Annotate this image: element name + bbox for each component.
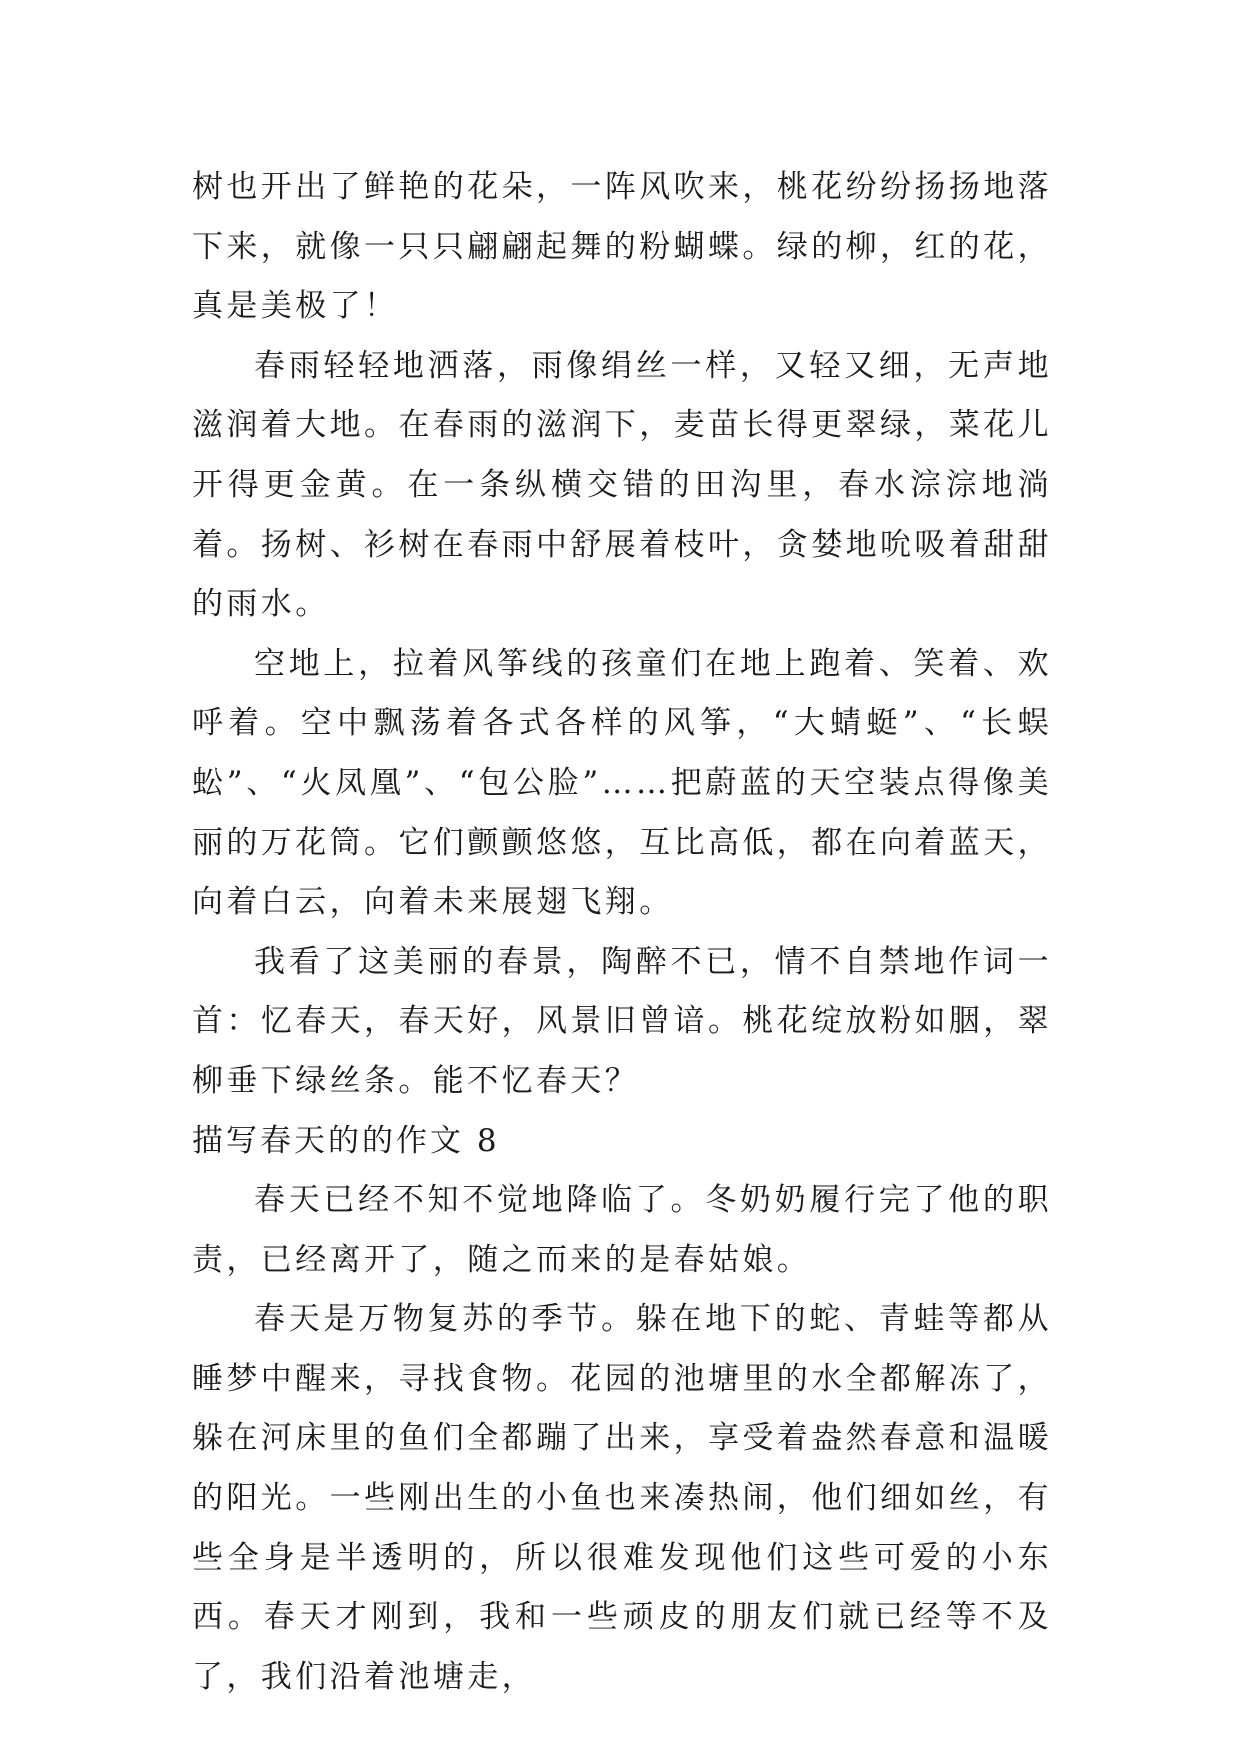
paragraph-revival: 春天是万物复苏的季节。躲在地下的蛇、青蛙等都从睡梦中醒来，寻找食物。花园的池塘里的水全都解冻了，躲在河床里的鱼们全都蹦了出来，享受着盎然春意和温暖的阳光。一些刚出生的小鱼也来凑热闹，他们细如丝，有些全身是半透明的，所以很难发现他们这些可爱的小东西。春天才刚到，我和一些顽皮的朋友们就已经等不及了，我们沿着池塘走，: [192, 1301, 1052, 1695]
paragraph-kites: 空地上，拉着风筝线的孩童们在地上跑着、笑着、欢呼着。空中飘荡着各式各样的风筝，“大蜻蜓”、“长蜈蚣”、“火凤凰”、“包公脸”……把蔚蓝的天空装点得像美丽的万花筒。它们颤颤悠悠，互比高低，都在向着蓝天，向着白云，向着未来展翅飞翔。: [192, 645, 1052, 921]
paragraph-spring-arrives: 春天已经不知不觉地降临了。冬奶奶履行完了他的职责，已经离开了，随之而来的是春姑娘。: [192, 1182, 1052, 1278]
essay-heading: 描写春天的的作文 8: [192, 1122, 500, 1159]
paragraph-spring-rain: 春雨轻轻地洒落，雨像绢丝一样，又轻又细，无声地滋润着大地。在春雨的滋润下，麦苗长得更翠绿，菜花儿开得更金黄。在一条纵横交错的田沟里，春水淙淙地淌着。扬树、衫树在春雨中舒展着枝叶，贪婪地吮吸着甜甜的雨水。: [192, 347, 1052, 623]
document-body: [192, 158, 1052, 1707]
paragraph-continued: 树也开出了鲜艳的花朵，一阵风吹来，桃花纷纷扬扬地落下来，就像一只只翩翩起舞的粉蝴蝶。绿的柳，红的花，真是美极了！: [192, 169, 1052, 325]
paragraph-poem: 我看了这美丽的春景，陶醉不已，情不自禁地作词一首：忆春天，春天好，风景旧曾谙。桃花绽放粉如胭，翠柳垂下绿丝条。能不忆春天？: [192, 943, 1052, 1099]
